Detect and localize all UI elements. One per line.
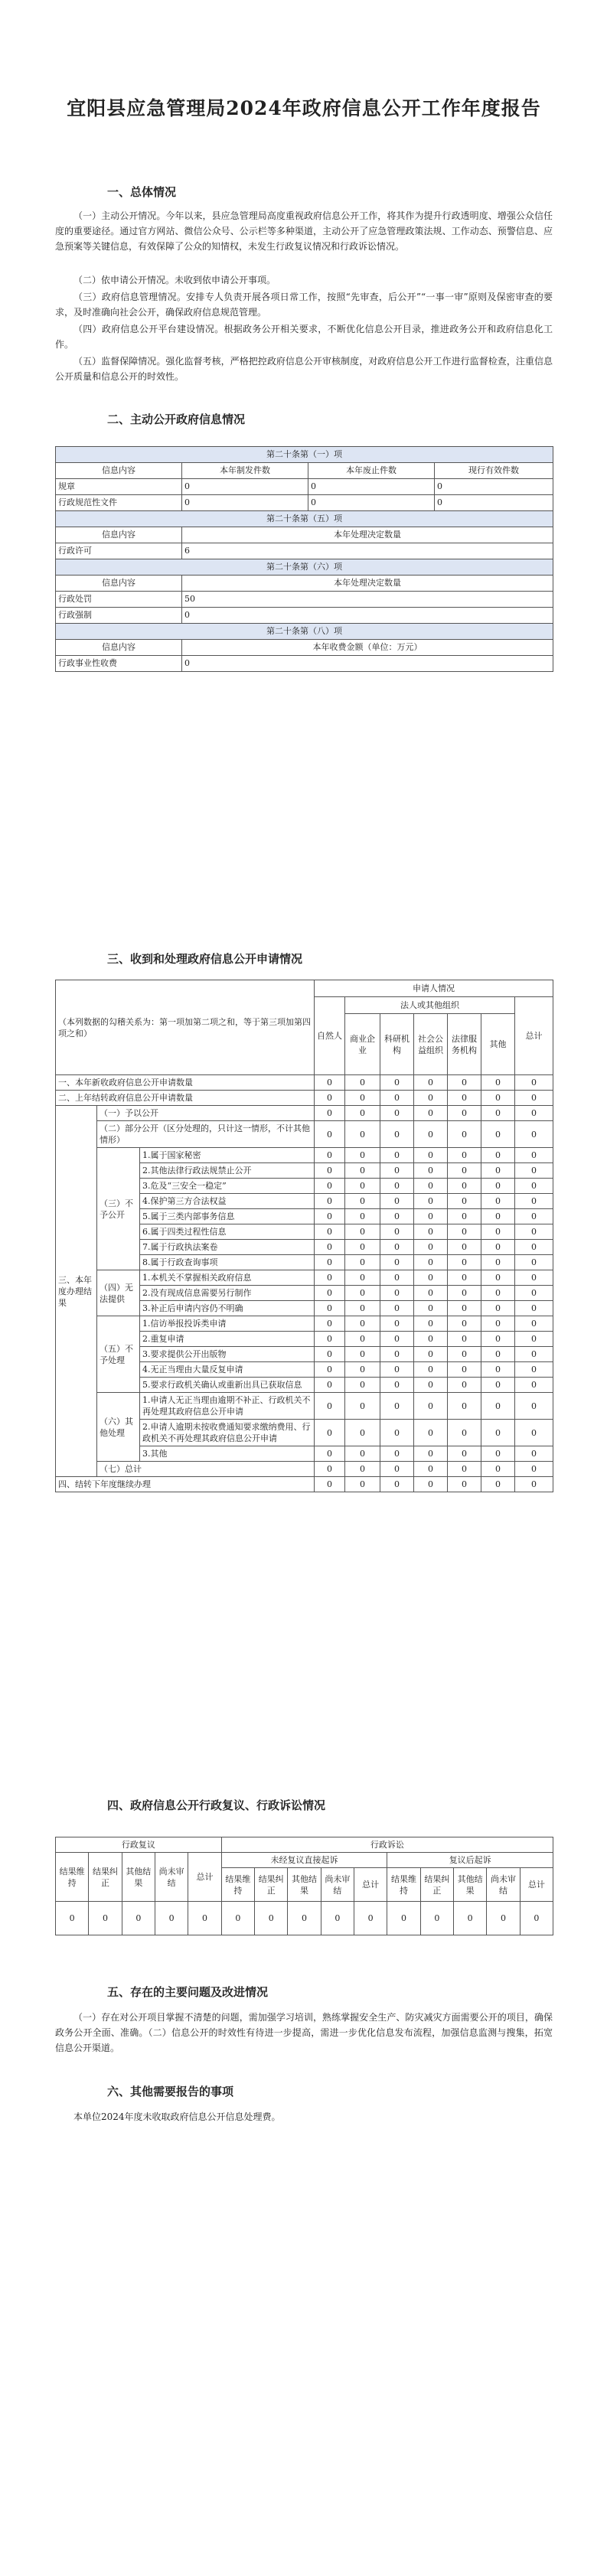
social-header: 社会公益组织 (414, 1014, 448, 1075)
fee-value: 0 (182, 656, 553, 672)
review-litigation-value: 0 (89, 1902, 122, 1935)
g4-2-value: 0 (481, 1301, 515, 1316)
g3-4-value: 0 (315, 1209, 345, 1224)
g3-0-value: 0 (515, 1148, 553, 1163)
g2-value: 0 (515, 1121, 553, 1148)
rules-made: 0 (182, 479, 308, 495)
norm-made: 0 (182, 495, 308, 511)
g6-2-value: 0 (345, 1446, 380, 1462)
g5-1-value: 0 (345, 1332, 380, 1347)
g5-4-value: 0 (448, 1378, 481, 1393)
lit1-fix: 结果纠正 (255, 1868, 288, 1902)
col-valid: 现行有效件数 (435, 463, 553, 479)
g5-1-value: 0 (481, 1332, 515, 1347)
result-g6-item: 2.申请人逾期未按收费通知要求缴纳费用、行政机关不再处理其政府信息公开申请 (140, 1420, 315, 1446)
g3-4-value: 0 (515, 1209, 553, 1224)
g3-3-value: 0 (315, 1194, 345, 1209)
g5-2-value: 0 (481, 1347, 515, 1362)
s1-paragraph-3: （三）政府信息管理情况。安排专人负责开展各项日常工作，按照“先审查，后公开”“一事一审”原则及保密审查的要求，及时准确向社会公开，确保政府信息规范管理。 (55, 292, 553, 318)
result-g3-item: 6.属于四类过程性信息 (140, 1224, 315, 1240)
g3-1-value: 0 (380, 1163, 414, 1179)
g4-0-value: 0 (481, 1270, 515, 1286)
g3-3-value: 0 (481, 1194, 515, 1209)
g5-3-value: 0 (414, 1362, 448, 1378)
g6-0-value: 0 (448, 1393, 481, 1420)
proactive-disclosure-table (55, 446, 553, 672)
rules-repealed: 0 (308, 479, 435, 495)
new-value: 0 (515, 1075, 553, 1091)
col-repealed: 本年废止件数 (308, 463, 435, 479)
result-g5-item: 3.要求提供公开出版物 (140, 1347, 315, 1362)
g4-0-value: 0 (448, 1270, 481, 1286)
col-decision: 本年处理决定数量 (182, 527, 553, 543)
review-litigation-value: 0 (321, 1902, 354, 1935)
legal-entity-header: 法人或其他组织 (345, 997, 515, 1014)
g3-1-value: 0 (315, 1163, 345, 1179)
g5-2-value: 0 (515, 1347, 553, 1362)
g7-value: 0 (380, 1462, 414, 1477)
g3-7-value: 0 (414, 1255, 448, 1270)
g4-2-value: 0 (515, 1301, 553, 1316)
new-value: 0 (481, 1075, 515, 1091)
table-note: （本列数据的勾稽关系为：第一项加第二项之和，等于第三项加第四项之和） (56, 980, 315, 1075)
g4-1-value: 0 (448, 1286, 481, 1301)
new-value: 0 (414, 1075, 448, 1091)
result-g7: （七）总计 (97, 1462, 315, 1477)
g3-0-value: 0 (448, 1148, 481, 1163)
g6-0-value: 0 (315, 1393, 345, 1420)
force-value: 0 (182, 608, 553, 624)
g7-value: 0 (315, 1462, 345, 1477)
review-litigation-value: 0 (454, 1902, 487, 1935)
g5-1-value: 0 (315, 1332, 345, 1347)
carried-value: 0 (481, 1091, 515, 1106)
g5-2-value: 0 (345, 1347, 380, 1362)
result-g5-item: 1.信访举报投诉类申请 (140, 1316, 315, 1332)
g1-value: 0 (414, 1106, 448, 1121)
g5-1-value: 0 (515, 1332, 553, 1347)
g6-2-value: 0 (380, 1446, 414, 1462)
g5-0-value: 0 (315, 1316, 345, 1332)
row-carry-forward: 四、结转下年度继续办理 (56, 1477, 315, 1492)
g6-1-value: 0 (481, 1420, 515, 1446)
g4-0-value: 0 (515, 1270, 553, 1286)
g3-7-value: 0 (448, 1255, 481, 1270)
section-5-heading: 五、存在的主要问题及改进情况 (107, 1985, 269, 1999)
g7-value: 0 (414, 1462, 448, 1477)
forward-value: 0 (345, 1477, 380, 1492)
lit2-other: 其他结果 (454, 1868, 487, 1902)
result-g6-item: 3.其他 (140, 1446, 315, 1462)
g3-3-value: 0 (448, 1194, 481, 1209)
forward-value: 0 (481, 1477, 515, 1492)
g5-3-value: 0 (481, 1362, 515, 1378)
new-value: 0 (448, 1075, 481, 1091)
g3-1-value: 0 (345, 1163, 380, 1179)
review-litigation-value: 0 (288, 1902, 321, 1935)
g5-4-value: 0 (481, 1378, 515, 1393)
forward-value: 0 (448, 1477, 481, 1492)
result-g3-item: 4.保护第三方合法权益 (140, 1194, 315, 1209)
section-3-heading: 三、收到和处理政府信息公开申请情况 (107, 952, 303, 966)
result-g4-item: 1.本机关不掌握相关政府信息 (140, 1270, 315, 1286)
result-g3-item: 2.其他法律行政法规禁止公开 (140, 1163, 315, 1179)
g5-0-value: 0 (414, 1316, 448, 1332)
g6-0-value: 0 (515, 1393, 553, 1420)
s5-paragraph: （一）存在对公开项目掌握不清楚的问题，需加强学习培训，熟练掌握安全生产、防灾减灾方面需要公开的项目，确保政务公开全面、准确。（二）信息公开的时效性有待进一步提高，需进一步优化信息发布流程，加强信息监测与搜集，拓宽信息公开渠道。 (55, 2012, 553, 2053)
g4-0-value: 0 (315, 1270, 345, 1286)
result-g5: （五）不予处理 (97, 1316, 140, 1393)
page-title: 宜阳县应急管理局2024年政府信息公开工作年度报告 (67, 97, 541, 119)
g5-4-value: 0 (345, 1378, 380, 1393)
after-review-header: 复议后起诉 (387, 1853, 553, 1868)
g3-3-value: 0 (515, 1194, 553, 1209)
col-made: 本年制发件数 (182, 463, 308, 479)
lit1-total: 总计 (354, 1868, 387, 1902)
g3-0-value: 0 (345, 1148, 380, 1163)
forward-value: 0 (380, 1477, 414, 1492)
g3-2-value: 0 (380, 1179, 414, 1194)
g5-3-value: 0 (515, 1362, 553, 1378)
other-header: 其他 (481, 1014, 515, 1075)
lit2-fix: 结果纠正 (420, 1868, 453, 1902)
g5-0-value: 0 (380, 1316, 414, 1332)
g6-1-value: 0 (315, 1420, 345, 1446)
row-normative: 行政规范性文件 (56, 495, 182, 511)
norm-valid: 0 (435, 495, 553, 511)
new-value: 0 (315, 1075, 345, 1091)
g4-1-value: 0 (315, 1286, 345, 1301)
g1-value: 0 (345, 1106, 380, 1121)
review-litigation-value: 0 (221, 1902, 254, 1935)
g6-0-value: 0 (481, 1393, 515, 1420)
g5-0-value: 0 (481, 1316, 515, 1332)
s1-paragraph-5: （五）监督保障情况。强化监督考核，严格把控政府信息公开审核制度，对政府信息公开工作进行监督检查，注重信息公开质量和信息公开的时效性。 (55, 356, 553, 382)
g3-0-value: 0 (414, 1148, 448, 1163)
g3-7-value: 0 (481, 1255, 515, 1270)
result-g3-item: 7.属于行政执法案卷 (140, 1240, 315, 1255)
g1-value: 0 (515, 1106, 553, 1121)
lit2-keep: 结果维持 (387, 1868, 420, 1902)
g3-7-value: 0 (345, 1255, 380, 1270)
g3-2-value: 0 (515, 1179, 553, 1194)
review-total: 总计 (188, 1853, 221, 1902)
s1-paragraph-2: （二）依申请公开情况。未收到依申请公开事项。 (73, 275, 276, 285)
result-g5-item: 5.要求行政机关确认或重新出具已获取信息 (140, 1378, 315, 1393)
g3-6-value: 0 (481, 1240, 515, 1255)
g5-2-value: 0 (380, 1347, 414, 1362)
g6-1-value: 0 (414, 1420, 448, 1446)
g2-value: 0 (481, 1121, 515, 1148)
result-g5-item: 2.重复申请 (140, 1332, 315, 1347)
carried-value: 0 (515, 1091, 553, 1106)
g5-0-value: 0 (345, 1316, 380, 1332)
result-g4-item: 2.没有现成信息需要另行制作 (140, 1286, 315, 1301)
g6-0-value: 0 (345, 1393, 380, 1420)
g5-0-value: 0 (448, 1316, 481, 1332)
review-header: 行政复议 (56, 1837, 222, 1853)
forward-value: 0 (315, 1477, 345, 1492)
g6-2-value: 0 (481, 1446, 515, 1462)
g3-1-value: 0 (414, 1163, 448, 1179)
g4-1-value: 0 (345, 1286, 380, 1301)
col-content: 信息内容 (56, 527, 182, 543)
g6-0-value: 0 (380, 1393, 414, 1420)
punish-value: 50 (182, 592, 553, 608)
g5-3-value: 0 (315, 1362, 345, 1378)
carried-value: 0 (414, 1091, 448, 1106)
g3-1-value: 0 (481, 1163, 515, 1179)
lit1-keep: 结果维持 (221, 1868, 254, 1902)
law-header: 法律服务机构 (448, 1014, 481, 1075)
applicant-header: 申请人情况 (315, 980, 553, 997)
g3-5-value: 0 (315, 1224, 345, 1240)
g2-value: 0 (414, 1121, 448, 1148)
g3-5-value: 0 (481, 1224, 515, 1240)
g3-7-value: 0 (515, 1255, 553, 1270)
item-1-header: 第二十条第（一）项 (56, 447, 553, 463)
review-fix: 结果纠正 (89, 1853, 122, 1902)
review-litigation-value: 0 (520, 1902, 553, 1935)
g3-0-value: 0 (315, 1148, 345, 1163)
g3-4-value: 0 (345, 1209, 380, 1224)
g3-4-value: 0 (481, 1209, 515, 1224)
g3-0-value: 0 (481, 1148, 515, 1163)
application-handling-table (55, 980, 553, 1492)
review-litigation-value: 0 (155, 1902, 188, 1935)
col-decision: 本年处理决定数量 (182, 576, 553, 592)
item-6-header: 第二十条第（六）项 (56, 559, 553, 576)
g3-0-value: 0 (380, 1148, 414, 1163)
g1-value: 0 (481, 1106, 515, 1121)
review-litigation-value: 0 (420, 1902, 453, 1935)
row-permit: 行政许可 (56, 543, 182, 559)
new-value: 0 (380, 1075, 414, 1091)
review-other: 其他结果 (122, 1853, 155, 1902)
g4-1-value: 0 (380, 1286, 414, 1301)
g3-2-value: 0 (345, 1179, 380, 1194)
g7-value: 0 (448, 1462, 481, 1477)
g5-3-value: 0 (380, 1362, 414, 1378)
g5-0-value: 0 (515, 1316, 553, 1332)
result-g3-item: 1.属于国家秘密 (140, 1148, 315, 1163)
result-g5-item: 4.无正当理由大量反复申请 (140, 1362, 315, 1378)
g3-2-value: 0 (414, 1179, 448, 1194)
g3-7-value: 0 (315, 1255, 345, 1270)
g4-1-value: 0 (414, 1286, 448, 1301)
g6-2-value: 0 (448, 1446, 481, 1462)
new-value: 0 (345, 1075, 380, 1091)
g4-1-value: 0 (481, 1286, 515, 1301)
g1-value: 0 (448, 1106, 481, 1121)
g4-2-value: 0 (380, 1301, 414, 1316)
g6-1-value: 0 (380, 1420, 414, 1446)
row-results: 三、本年度办理结果 (56, 1106, 97, 1477)
g5-2-value: 0 (315, 1347, 345, 1362)
g2-value: 0 (315, 1121, 345, 1148)
g4-1-value: 0 (515, 1286, 553, 1301)
g5-2-value: 0 (448, 1347, 481, 1362)
g2-value: 0 (380, 1121, 414, 1148)
norm-repealed: 0 (308, 495, 435, 511)
result-g3-item: 3.危及“三安全一稳定” (140, 1179, 315, 1194)
g5-1-value: 0 (414, 1332, 448, 1347)
g5-4-value: 0 (515, 1378, 553, 1393)
g4-0-value: 0 (345, 1270, 380, 1286)
result-g6: （六）其他处理 (97, 1393, 140, 1462)
g5-3-value: 0 (448, 1362, 481, 1378)
review-litigation-value: 0 (188, 1902, 221, 1935)
review-litigation-value: 0 (487, 1902, 520, 1935)
g5-2-value: 0 (414, 1347, 448, 1362)
natural-person-header: 自然人 (315, 997, 345, 1075)
row-punish: 行政处罚 (56, 592, 182, 608)
row-fee: 行政事业性收费 (56, 656, 182, 672)
g5-3-value: 0 (345, 1362, 380, 1378)
g3-2-value: 0 (448, 1179, 481, 1194)
g3-2-value: 0 (315, 1179, 345, 1194)
result-g1: （一）予以公开 (97, 1106, 315, 1121)
g3-2-value: 0 (481, 1179, 515, 1194)
g3-4-value: 0 (380, 1209, 414, 1224)
g3-5-value: 0 (345, 1224, 380, 1240)
g5-1-value: 0 (380, 1332, 414, 1347)
g3-5-value: 0 (380, 1224, 414, 1240)
g3-4-value: 0 (414, 1209, 448, 1224)
review-litigation-value: 0 (56, 1902, 89, 1935)
g3-4-value: 0 (448, 1209, 481, 1224)
row-new-requests: 一、本年新收政府信息公开申请数量 (56, 1075, 315, 1091)
lit2-total: 总计 (520, 1868, 553, 1902)
row-rules: 规章 (56, 479, 182, 495)
col-content: 信息内容 (56, 463, 182, 479)
g6-2-value: 0 (315, 1446, 345, 1462)
g4-0-value: 0 (380, 1270, 414, 1286)
g2-value: 0 (345, 1121, 380, 1148)
carried-value: 0 (448, 1091, 481, 1106)
row-force: 行政强制 (56, 608, 182, 624)
g5-1-value: 0 (448, 1332, 481, 1347)
rules-valid: 0 (435, 479, 553, 495)
result-g6-item: 1.申请人无正当理由逾期不补正、行政机关不再处理其政府信息公开申请 (140, 1393, 315, 1420)
section-4-heading: 四、政府信息公开行政复议、行政诉讼情况 (107, 1798, 326, 1812)
g3-7-value: 0 (380, 1255, 414, 1270)
g3-6-value: 0 (345, 1240, 380, 1255)
g6-1-value: 0 (345, 1420, 380, 1446)
g3-3-value: 0 (380, 1194, 414, 1209)
g3-5-value: 0 (414, 1224, 448, 1240)
g4-2-value: 0 (345, 1301, 380, 1316)
g3-3-value: 0 (345, 1194, 380, 1209)
g5-4-value: 0 (414, 1378, 448, 1393)
g6-1-value: 0 (448, 1420, 481, 1446)
item-5-header: 第二十条第（五）项 (56, 511, 553, 527)
review-litigation-table (55, 1837, 553, 1935)
g2-value: 0 (448, 1121, 481, 1148)
g5-4-value: 0 (315, 1378, 345, 1393)
g3-6-value: 0 (448, 1240, 481, 1255)
result-g4: （四）无法提供 (97, 1270, 140, 1316)
lit1-pending: 尚未审结 (321, 1868, 354, 1902)
g3-6-value: 0 (515, 1240, 553, 1255)
g3-1-value: 0 (515, 1163, 553, 1179)
col-fee: 本年收费金额（单位：万元） (182, 640, 553, 656)
g6-0-value: 0 (414, 1393, 448, 1420)
forward-value: 0 (515, 1477, 553, 1492)
g7-value: 0 (481, 1462, 515, 1477)
g3-5-value: 0 (515, 1224, 553, 1240)
g3-6-value: 0 (380, 1240, 414, 1255)
s6-paragraph: 本单位2024年度未收取政府信息公开信息处理费。 (73, 2111, 281, 2122)
g7-value: 0 (345, 1462, 380, 1477)
g3-5-value: 0 (448, 1224, 481, 1240)
permit-value: 6 (182, 543, 553, 559)
g3-6-value: 0 (315, 1240, 345, 1255)
col-content: 信息内容 (56, 576, 182, 592)
g7-value: 0 (515, 1462, 553, 1477)
g4-2-value: 0 (448, 1301, 481, 1316)
result-g3-item: 5.属于三类内部事务信息 (140, 1209, 315, 1224)
carried-value: 0 (380, 1091, 414, 1106)
g1-value: 0 (315, 1106, 345, 1121)
carried-value: 0 (345, 1091, 380, 1106)
g6-2-value: 0 (414, 1446, 448, 1462)
lit1-other: 其他结果 (288, 1868, 321, 1902)
g4-2-value: 0 (315, 1301, 345, 1316)
review-litigation-value: 0 (255, 1902, 288, 1935)
item-8-header: 第二十条第（八）项 (56, 624, 553, 640)
total-header: 总计 (515, 997, 553, 1075)
col-content: 信息内容 (56, 640, 182, 656)
review-pending: 尚未审结 (155, 1853, 188, 1902)
section-2-heading: 二、主动公开政府信息情况 (107, 412, 246, 426)
review-litigation-value: 0 (387, 1902, 420, 1935)
review-keep: 结果维持 (56, 1853, 89, 1902)
research-header: 科研机构 (380, 1014, 414, 1075)
result-g4-item: 3.补正后申请内容仍不明确 (140, 1301, 315, 1316)
review-litigation-value: 0 (122, 1902, 155, 1935)
row-carried-requests: 二、上年结转政府信息公开申请数量 (56, 1091, 315, 1106)
g4-0-value: 0 (414, 1270, 448, 1286)
result-g3: （三）不予公开 (97, 1148, 140, 1270)
s1-paragraph-4: （四）政府信息公开平台建设情况。根据政务公开相关要求，不断优化信息公开目录，推进政务公开和政府信息化工作。 (55, 324, 553, 350)
g6-2-value: 0 (515, 1446, 553, 1462)
commercial-header: 商业企业 (345, 1014, 380, 1075)
section-1-heading: 一、总体情况 (107, 185, 177, 199)
g3-1-value: 0 (448, 1163, 481, 1179)
g5-4-value: 0 (380, 1378, 414, 1393)
g3-3-value: 0 (414, 1194, 448, 1209)
review-litigation-value: 0 (354, 1902, 387, 1935)
g6-1-value: 0 (515, 1420, 553, 1446)
no-review-header: 未经复议直接起诉 (221, 1853, 387, 1868)
lit2-pending: 尚未审结 (487, 1868, 520, 1902)
g3-6-value: 0 (414, 1240, 448, 1255)
forward-value: 0 (414, 1477, 448, 1492)
g4-2-value: 0 (414, 1301, 448, 1316)
g1-value: 0 (380, 1106, 414, 1121)
carried-value: 0 (315, 1091, 345, 1106)
result-g2: （二）部分公开（区分处理的，只计这一情形，不计其他情形） (97, 1121, 315, 1148)
litigation-header: 行政诉讼 (221, 1837, 553, 1853)
result-g3-item: 8.属于行政查询事项 (140, 1255, 315, 1270)
section-6-heading: 六、其他需要报告的事项 (107, 2085, 234, 2098)
s1-paragraph-1: （一）主动公开情况。今年以来，县应急管理局高度重视政府信息公开工作，将其作为提升行政透明度、增强公众信任度的重要途径。通过官方网站、微信公众号、公示栏等多种渠道，主动公开了应急管理政策法规、工作动态、预警信息、应急预案等关键信息，有效保障了公众的知情权，未发生行政复议情况和行政诉讼情况。 (55, 210, 553, 252)
